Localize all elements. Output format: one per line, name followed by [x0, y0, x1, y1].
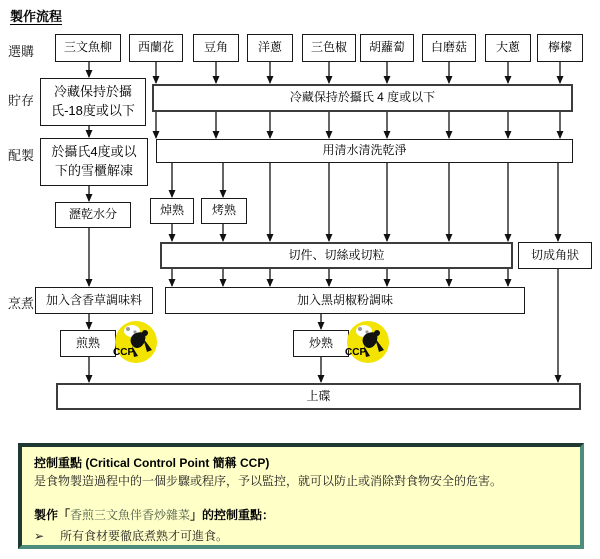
node-ingredient-onion: 洋蔥	[247, 34, 293, 62]
node-drain: 瀝乾水分	[55, 202, 131, 228]
node-ingredient-mushroom: 白磨菇	[422, 34, 476, 62]
node-panfry: 煎熟	[60, 330, 116, 357]
node-ingredient-leek: 大蔥	[485, 34, 531, 62]
node-pepper-seasoning: 加入黑胡椒粉調味	[165, 287, 525, 314]
ccp-icon-stirfry	[346, 320, 390, 364]
node-defrost: 於攝氏4度或以下的雪櫃解凍	[40, 138, 148, 186]
page-title: 製作流程	[10, 9, 63, 24]
ccp-badge-label: CCP	[345, 347, 367, 358]
node-roast: 烤熟	[201, 198, 247, 224]
node-ingredient-carrot: 胡蘿蔔	[360, 34, 414, 62]
ccp-note-body: 是食物製造過程中的一個步驟或程序，予以監控，就可以防止或消除對食物安全的危害。	[34, 474, 503, 488]
node-stirfry: 炒熟	[293, 330, 349, 357]
ccp-icon-panfry	[114, 320, 158, 364]
ccp-note-subheading	[34, 506, 568, 524]
ccp-badge-label: CCP	[113, 347, 135, 358]
node-blanch: 焯熟	[150, 198, 194, 224]
dish-name: 香煎三文魚伴香炒雜菜	[70, 508, 191, 522]
stage-label-cooking: 烹煮	[8, 296, 35, 311]
ccp-note-heading: 控制重點 (Critical Control Point 簡稱 CCP)	[34, 456, 270, 470]
node-ingredient-string-bean: 豆角	[193, 34, 239, 62]
bullet-text: 所有食材要徹底煮熟才可進食。	[60, 529, 229, 543]
node-chill: 冷藏保持於攝氏 4 度或以下	[152, 84, 573, 112]
node-ingredient-lemon: 檸檬	[537, 34, 583, 62]
subheading-suffix: 」的控制重點：	[190, 508, 275, 522]
node-ingredient-broccoli: 西蘭花	[129, 34, 183, 62]
subheading-prefix: 製作「	[34, 508, 71, 522]
node-ingredient-salmon: 三文魚柳	[55, 34, 121, 62]
node-plate: 上碟	[56, 383, 581, 410]
node-wedge: 切成角狀	[518, 242, 592, 269]
stage-label-storage: 貯存	[8, 93, 35, 108]
stage-label-purchase: 選購	[8, 44, 35, 59]
node-freeze: 冷藏保持於攝氏-18度或以下	[40, 78, 146, 126]
ccp-note-bullet	[34, 527, 568, 545]
stage-label-preparation: 配製	[8, 148, 35, 163]
ccp-note-box	[18, 443, 584, 549]
node-ingredient-bell-pepper: 三色椒	[302, 34, 356, 62]
node-herb-seasoning: 加入含香草調味料	[35, 287, 153, 314]
bullet-arrow-icon: ➢	[34, 529, 45, 543]
node-wash: 用清水清洗乾淨	[156, 139, 573, 163]
node-cut: 切件、切絲或切粒	[160, 242, 513, 269]
